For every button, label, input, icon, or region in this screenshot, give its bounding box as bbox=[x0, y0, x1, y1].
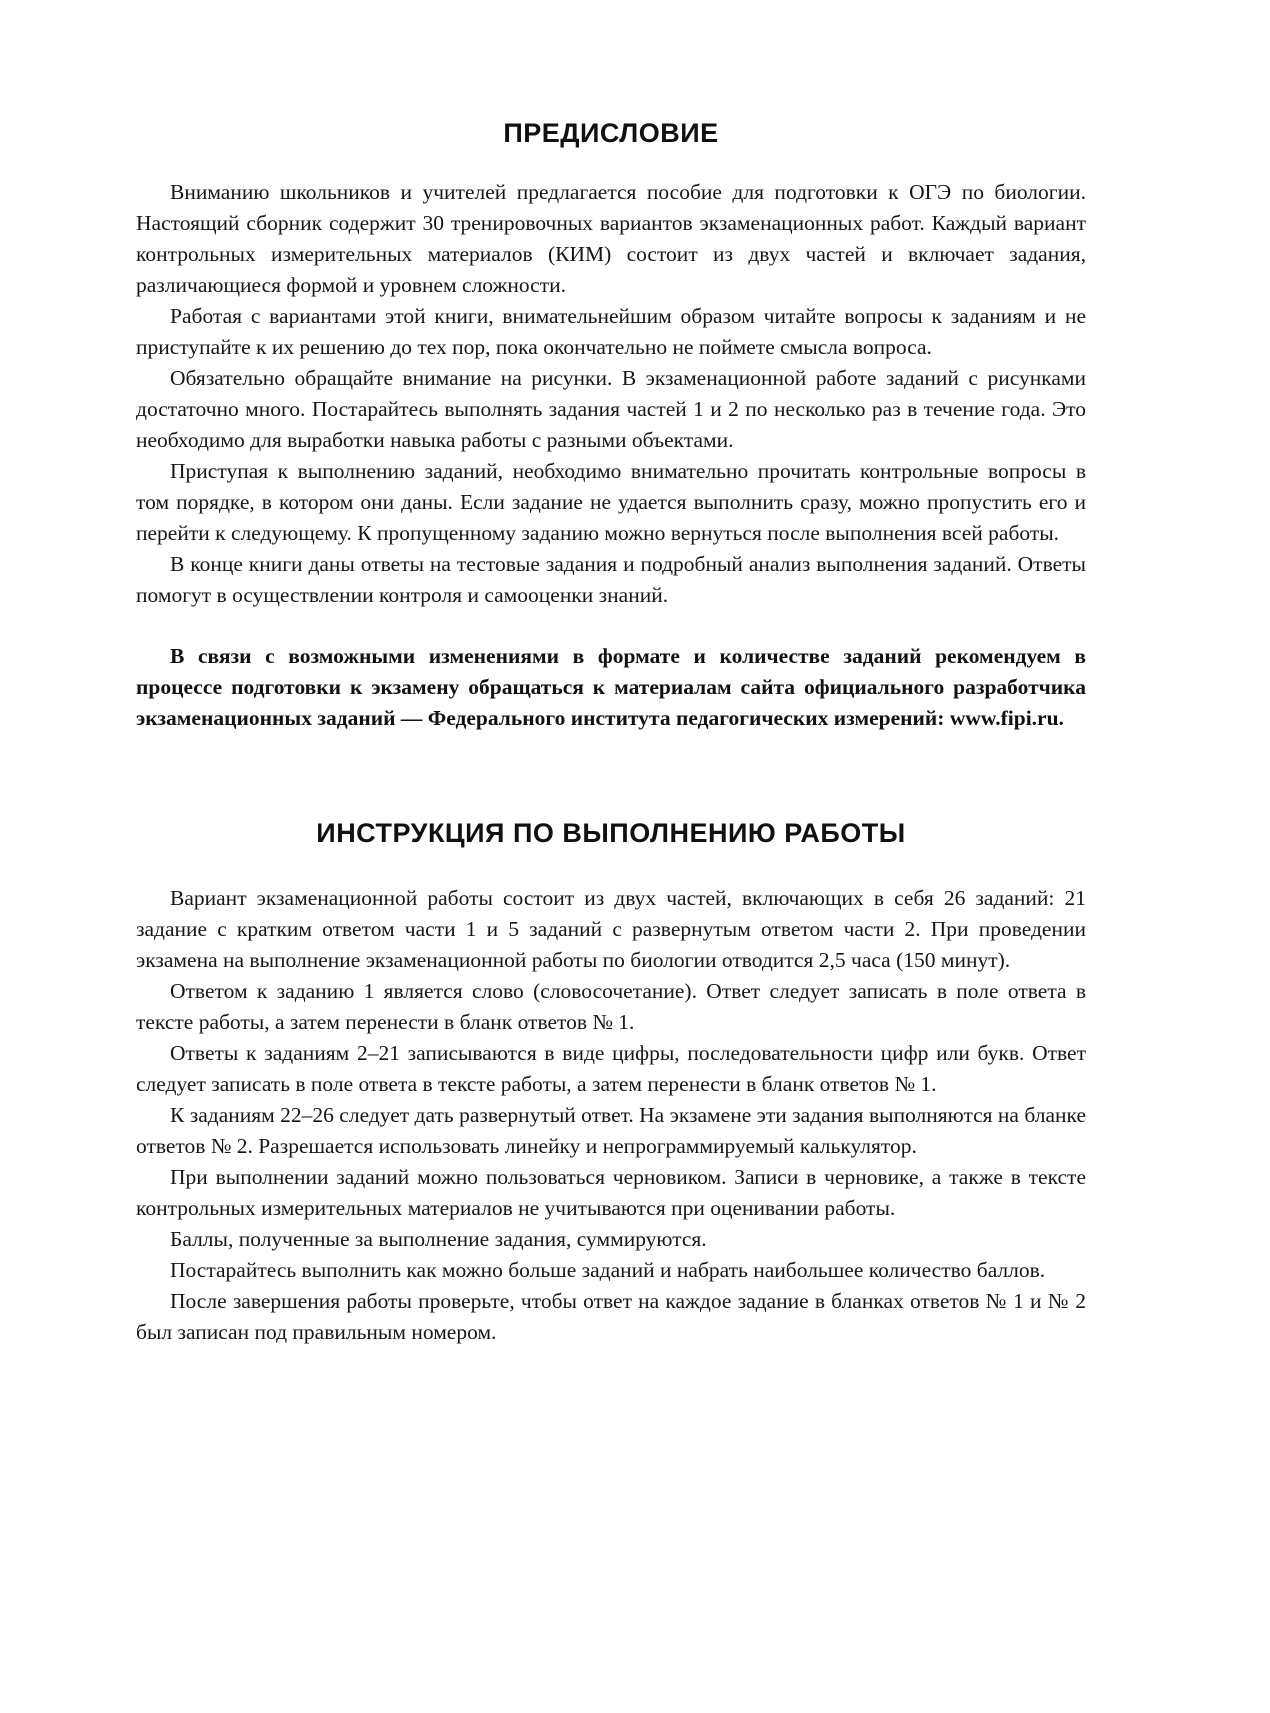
preface-paragraph: Работая с вариантами этой книги, внимательнейшим образом читайте вопросы к заданиям и не приступайте к их решению до тех пор, пока окончательно не поймете смысла вопроса. bbox=[136, 304, 1086, 359]
instructions-paragraph: К заданиям 22–26 следует дать развернутый ответ. На экзамене эти задания выполняются на бланке ответов № 2. Разрешается использовать линейку и непрограммируемый калькулятор. bbox=[136, 1103, 1086, 1158]
instructions-paragraph: Баллы, полученные за выполнение задания, суммируются. bbox=[170, 1227, 707, 1251]
preface-paragraph: Обязательно обращайте внимание на рисунки. В экзаменационной работе заданий с рисунками достаточно много. Постарайтесь выполнять задания частей 1 и 2 по несколько раз в течение года. Это необходимо для выработки навыка работы с разными объектами. bbox=[136, 366, 1086, 452]
instructions-paragraph: При выполнении заданий можно пользоваться черновиком. Записи в черновике, а также в тексте контрольных измерительных материалов не учитываются при оценивании работы. bbox=[136, 1165, 1086, 1220]
instructions-paragraph: Ответом к заданию 1 является слово (словосочетание). Ответ следует записать в поле ответа в тексте работы, а затем перенести в бланк ответов № 1. bbox=[136, 979, 1086, 1034]
instructions-paragraph: Постарайтесь выполнить как можно больше заданий и набрать наибольшее количество баллов. bbox=[170, 1258, 1046, 1282]
instructions-paragraph: После завершения работы проверьте, чтобы ответ на каждое задание в бланках ответов № 1 и № 2 был записан под правильным номером. bbox=[136, 1289, 1086, 1344]
instructions-paragraph: Ответы к заданиям 2–21 записываются в виде цифры, последовательности цифр или букв. Ответ следует записать в поле ответа в тексте работы, а затем перенести в бланк ответов № 1. bbox=[136, 1041, 1086, 1096]
preface-title: ПРЕДИСЛОВИЕ bbox=[503, 118, 719, 148]
preface-paragraph: Приступая к выполнению заданий, необходимо внимательно прочитать контрольные вопросы в том порядке, в котором они даны. Если задание не удается выполнить сразу, можно пропустить его и перейти к следующему. К пропущенному заданию можно вернуться после выполнения всей работы. bbox=[136, 459, 1086, 545]
instructions-title: ИНСТРУКЦИЯ ПО ВЫПОЛНЕНИЮ РАБОТЫ bbox=[316, 818, 906, 848]
instructions-paragraph: Вариант экзаменационной работы состоит из двух частей, включающих в себя 26 заданий: 21 задание с кратким ответом части 1 и 5 заданий с развернутым ответом части 2. При проведении экзамена на выполнение экзаменационной работы по биологии отводится 2,5 часа (150 минут). bbox=[136, 886, 1086, 972]
preface-paragraph: Вниманию школьников и учителей предлагается пособие для подготовки к ОГЭ по биологии. Настоящий сборник содержит 30 тренировочных вариантов экзаменационных работ. Каждый вариант контрольных измерительных материалов (КИМ) состоит из двух частей и включает задания, различающиеся формой и уровнем сложности. bbox=[136, 180, 1086, 297]
preface-paragraph: В конце книги даны ответы на тестовые задания и подробный анализ выполнения заданий. Ответы помогут в осуществлении контроля и самооценки знаний. bbox=[136, 552, 1086, 607]
preface-bold-note: В связи с возможными изменениями в формате и количестве заданий рекомендуем в процессе подготовки к экзамену обращаться к материалам сайта официального разработчика экзаменационных заданий — Федерального института педагогических измерений: www.fipi.ru. bbox=[136, 644, 1086, 730]
